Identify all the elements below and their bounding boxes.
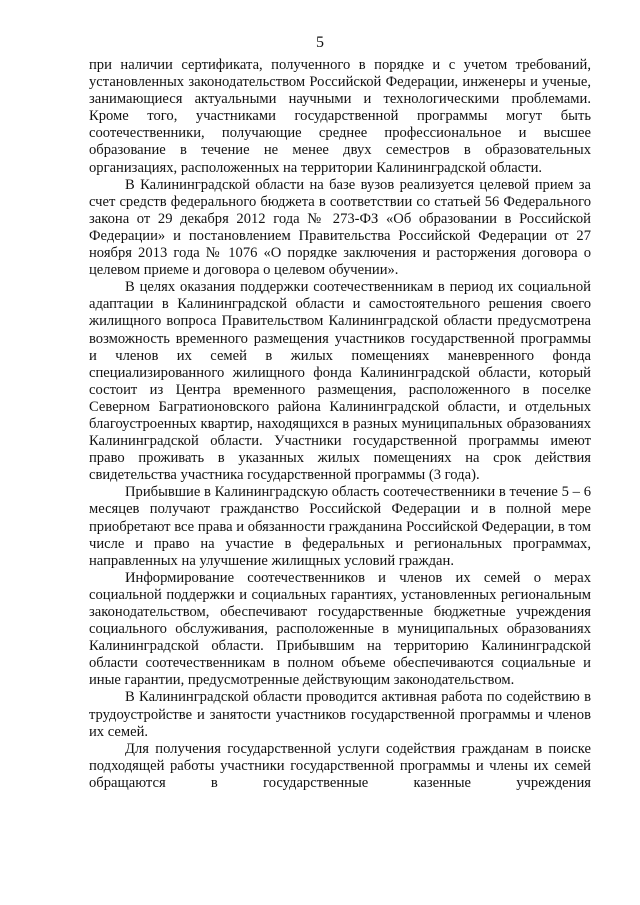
paragraph-7: Для получения государственной услуги содействия гражданам в поиске подходящей работы участники государственной программы и члены их семей обращаются в государственные казенные учреждения bbox=[89, 740, 591, 791]
paragraph-5: Информирование соотечественников и членов их семей о мерах социальной поддержки и социальных гарантиях, установленных региональным законодательством, обеспечивают государственные бюджетные учреждения социального обслуживания, расположенные в муниципальных образованиях Калининградской области. Прибывшим на территорию Калининградской области соотечественникам в полном объеме обеспечиваются социальные и иные гарантии, предусмотренные действующим законодательством. bbox=[89, 569, 591, 689]
document-body bbox=[89, 57, 591, 792]
page-number: 5 bbox=[316, 34, 324, 51]
paragraph-3: В целях оказания поддержки соотечественникам в период их социальной адаптации в Калининградской области и самостоятельного решения своего жилищного вопроса Правительством Калининградской области предусмотрена возможность временного размещения участников государственной программы и членов их семей в жилых помещениях маневренного фонда специализированного жилищного фонда Калининградской области, который состоит из Центра временного размещения, расположенного в поселке Северном Багратионовского района Калининградской области, и отдельных благоустроенных квартир, находящихся в разных муниципальных образованиях Калининградской области. Участники государственной программы имеют право проживать в указанных жилых помещениях на срок действия свидетельства участника государственной программы (3 года). bbox=[89, 279, 591, 484]
paragraph-1: при наличии сертификата, полученного в порядке и с учетом требований, установленных законодательством Российской Федерации, инженеры и ученые, занимающиеся актуальными научными и технологическими проблемами. Кроме того, участниками государственной программы могут быть соотечественники, получающие среднее профессиональное и высшее образование в течение не менее двух семестров в образовательных организациях, расположенных на территории Калининградской области. bbox=[89, 57, 591, 176]
paragraph-4: Прибывшие в Калининградскую область соотечественники в течение 5 – 6 месяцев получают гражданство Российской Федерации и в полной мере приобретают все права и обязанности гражданина Российской Федерации, в том числе и право на участие в федеральных и региональных программах, направленных на улучшение жилищных условий граждан. bbox=[89, 484, 591, 569]
paragraph-2: В Калининградской области на базе вузов реализуется целевой прием за счет средств федерального бюджета в соответствии со статьей 56 Федерального закона от 29 декабря 2012 года № 273-ФЗ «Об образовании в Российской Федерации» и постановлением Правительства Российской Федерации от 27 ноября 2013 года № 1076 «О порядке заключения и расторжения договора о целевом приеме и договора о целевом обучении». bbox=[89, 176, 591, 279]
paragraph-6: В Калининградской области проводится активная работа по содействию в трудоустройстве и занятости участников государственной программы и членов их семей. bbox=[89, 689, 591, 740]
